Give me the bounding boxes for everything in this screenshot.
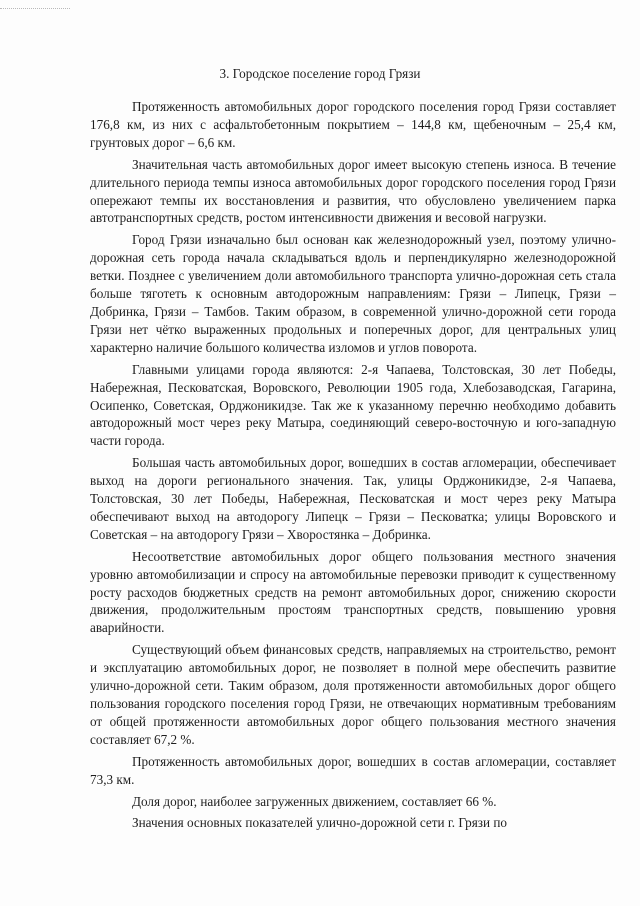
paragraph-main-streets: Главными улицами города являются: 2-я Чапаева, Толстовская, 30 лет Победы, Набережная, Песковатская, Воровского, Революции 1905 года, Хлебозаводская, Гагарина, Осипенко, Советская, Орджоникидзе. Так же к указанному перечню необходимо добавить автодорожный мост через реку Матыра, соединяющий северо-восточную и юго-западную части города. bbox=[90, 361, 616, 449]
section-title: 3. Городское поселение город Грязи bbox=[219, 66, 421, 81]
document-body bbox=[90, 98, 616, 832]
scan-artifact bbox=[0, 8, 70, 9]
paragraph-agglomeration-length: Протяженность автомобильных дорог, вошедших в состав агломерации, составляет 73,3 км. bbox=[90, 753, 616, 787]
paragraph-indicators-intro: Значения основных показателей улично-дорожной сети г. Грязи по bbox=[132, 815, 508, 831]
paragraph-road-length: Протяженность автомобильных дорог городского поселения город Грязи составляет 176,8 км, из них с асфальтобетонным покрытием – 144,8 км, щебеночным – 25,4 км, грунтовых дорог – 6,6 км. bbox=[90, 99, 616, 150]
paragraph-regional-access: Большая часть автомобильных дорог, вошедших в состав агломерации, обеспечивает выход на дороги регионального значения. Так, улицы Орджоникидзе, 2-я Чапаева, Толстовская, 30 лет Победы, Набережная, Песковатская и мост через реку Матыра обеспечивают выход на автодорогу Липецк – Грязи – Песковатка; улицы Воровского и Советская – на автодорогу Грязи – Хворостянка – Добринка. bbox=[90, 455, 616, 542]
paragraph-congestion-share: Доля дорог, наиболее загруженных движением, составляет 66 %. bbox=[132, 793, 497, 809]
paragraph-wear: Значительная часть автомобильных дорог имеет высокую степень износа. В течение длительного периода темпы износа автомобильных дорог городского поселения город Грязи опережают темпы их восстановления и развития, что обусловлено увеличением парка автотранспортных средств, ростом интенсивности движения и весовой нагрузки. bbox=[90, 156, 616, 226]
paragraph-history: Город Грязи изначально был основан как железнодорожный узел, поэтому улично-дорожная сеть города начала складываться вдоль и перпендикулярно железнодорожной ветки. Позднее с увеличением доли автомобильного транспорта улично-дорожная сеть стала больше тяготеть к основным автодорожным направлениям: Грязи – Липецк, Грязи – Добринка, Грязи – Тамбов. Таким образом, в современной улично-дорожной сети города Грязи нет чётко выраженных продольных и поперечных дорог, для центральных улиц характерно наличие большого количества изломов и углов поворота. bbox=[90, 232, 616, 355]
paragraph-funding: Существующий объем финансовых средств, направляемых на строительство, ремонт и эксплуатацию автомобильных дорог, не позволяет в полной мере обеспечить развитие улично-дорожной сети. Таким образом, доля протяженности автомобильных дорог общего пользования городского поселения город Грязи, не отвечающих нормативным требованиям от общей протяженности автомобильных дорог общего пользования местного значения составляет 67,2 %. bbox=[90, 642, 616, 747]
paragraph-mismatch: Несоответствие автомобильных дорог общего пользования местного значения уровню автомобилизации и спросу на автомобильные перевозки приводит к существенному росту расходов бюджетных средств на ремонт автомобильных дорог, снижению скорости движения, продолжительным простоям транспортных средств, повышению уровня аварийности. bbox=[90, 548, 616, 636]
